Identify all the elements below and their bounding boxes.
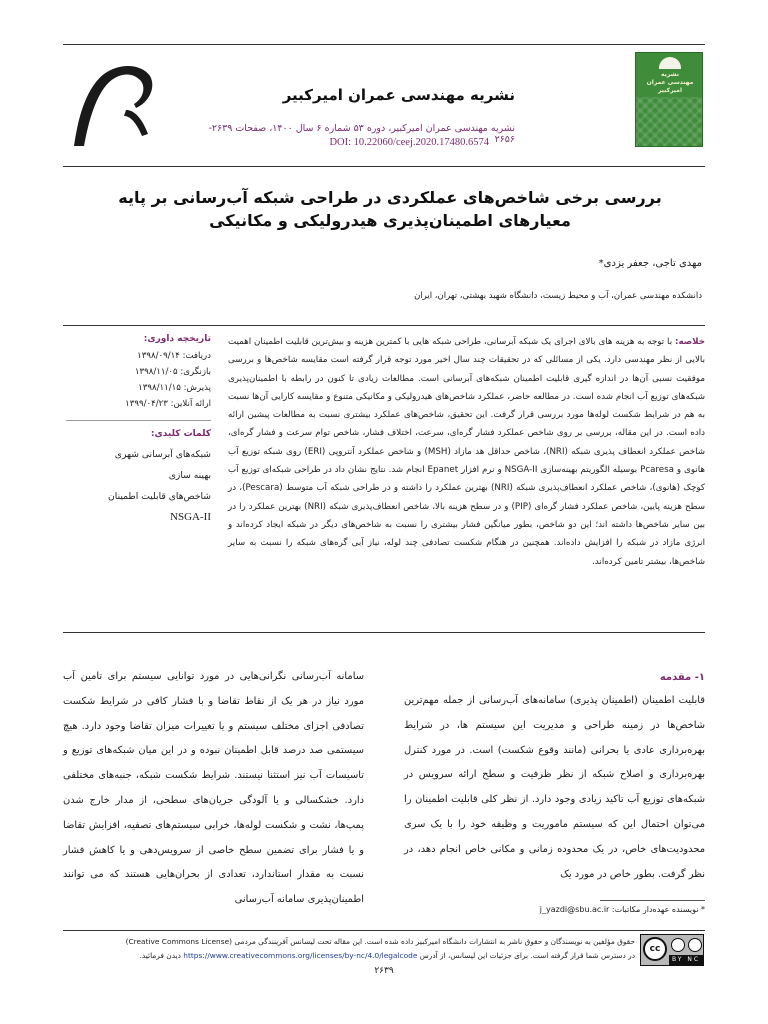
history-label: دریافت:: [182, 351, 211, 361]
corresponding-author: * نویسنده عهده‌دار مکاتبات: j_yazdi@sbu.ac.ir: [539, 905, 705, 914]
abstract-text: با توجه به هزینه های بالای اجرای یک شبکه آبرسانی، طراحی شبکه هایی با کمترین هزینه و بیش‌ترین قابلیت اطمینان اهمیت بالایی از نظر مهندسی دارد. یکی از مسائلی که در تحقیقات چند سال اخیر مورد توجه قرار گرفته است مقایسه شاخص‌ها و بررسی موفقیت نسبی آن‌ها در اندازه گیری قابلیت اطمینان شبکه‌های آبرسانی است. مطالعات زیادی تا کنون در رابطه با اطمینان‌پذیری شبکه‌های توزیع آب انجام شده است. در مطالعه حاضر، عملکرد شاخص‌های هیدرولیکی و مکانیکی متنوع و مقایسه کارایی آن‌ها نسبت به هم در شرایط شکست لوله‌ها مورد بررسی قرار گرفت. این تحقیق، شاخص‌های عملکرد بیشتری نسبت به مطالعات پیشین ارائه داده است. در این مقاله، بررسی بر روی شاخص عملکرد فشار گره‌ای، سرعت، اختلاف فشار، شاخص توام سرعت و فشار گره‌ای، شاخص عملکرد انعطاف پذیری شبکه (NRI)، شاخص حداقل هد مازاد (MSH) و شاخص عملکرد آنتروپی (ERI) روی شبکه توزیع آب هانوی و Pcaresa بوسیله الگوریتم بهینه‌سازی NSGA-II و نرم افزار Epanet انجام شد. نتایج نشان داد در طراحی شبکه‌ای توزیع آب کوچک (هانوی)، شاخص عملکرد انعطاف‌پذیری شبکه (NRI) بهترین عملکرد را داشته و در طراحی شبکه آب متوسط (Pescara)، در سطح هزینه پایین، شاخص عملکرد فشار گره‌ای (PIP) و در سطح هزینه بالا، شاخص انعطاف‌پذیری شبکه (NRI) بهترین عملکرد را در بین سایر شاخص‌ها داشته اند؛ این دو شاخص، بطور میانگین فشار بیشتری را نسبت به شاخص‌های دیگر در شبکه ایجاد کرده‌اند و انرژی مازاد در شبکه را افزایش داده‌اند. همچنین در هنگام شکست تصادفی چند لوله، نیاز آبی گره‌های شبکه را نسبت به سایر شاخص‌ها، بیشتر تامین کرده‌اند.: [228, 337, 706, 567]
authors: مهدی تاجی، جعفر یزدی*: [598, 258, 702, 269]
footer-rule: [63, 930, 705, 931]
license-text-b: دیدن فرمائید.: [139, 951, 181, 960]
body-right-column: قابلیت اطمینان (اطمینان پذیری) سامانه‌های آب‌رسانی از جمله مهم‌ترین شاخص‌ها در زمینه طراحی و مدیریت این سیستم ها، در شرایط بهره‌برداری عادی یا بحرانی (مانند وقوع شکست) است. در مورد کنترل بهره‌برداری و اصلاح شبکه از نظر ظرفیت و سطح ارائه سرویس در شبکه‌های توزیع آب تاکید زیادی وجود دارد. از نظر کلی قابلیت اطمینان را می‌توان احتمال این که سیستم ماموریت و وظیفه خود را با یک سری محدودیت‌های خاص، در یک محدوده زمانی و مکانی خاص انجام دهد، در نظر گرفت. بطور خاص در مورد یک: [404, 695, 705, 880]
history-date: ۱۳۹۹/۰۴/۲۳: [125, 399, 168, 409]
affiliation: دانشکده مهندسی عمران، آب و محیط زیست، دانشگاه شهید بهشتی، تهران، ایران: [414, 291, 702, 301]
body-left-column: سامانه آب‌رسانی نگرانی‌هایی در مورد توانایی سیستم برای تامین آب مورد نیاز در هر یک از نقاط تقاضا و با فشار کافی در شرایط شکست تصادفی اجزای مختلف سیستم و یا تغییرات میزان تقاضا وجود دارد. هیچ سیستمی صد درصد قابل اطمینان نبوده و در این میان شبکه‌های توزیع و تاسیسات آب نیز استثنا نیستند. شرایط شکست شبکه، جنبه‌های مختلفی دارد. خشکسالی و یا آلودگی جریان‌های سطحی، از مدار خارج شدن پمپ‌ها، نشت و شکست لوله‌ها، خرابی سیستم‌های تصفیه، افزایش تقاضا و یا فشار برای تضمین سطح خاصی از سرویس‌دهی و یا کاهش فشار نسبت به مقدار استاندارد، تعدادی از بحران‌هایی هستند که می توانند اطمینان‌پذیری سامانه آب‌رسانی: [63, 671, 364, 906]
abstract-bottom-rule: [63, 632, 705, 633]
keyword-item: شبکه‌های آبرسانی شهری: [114, 449, 211, 460]
section-heading-introduction: ۱- مقدمه: [659, 672, 705, 683]
keyword-item: شاخص‌های قابلیت اطمینان: [108, 491, 211, 502]
history-heading: تاریخچه داوری:: [143, 334, 211, 344]
footnote-rule: [600, 900, 705, 901]
noncommercial-icon: [688, 938, 702, 952]
history-received: [66, 351, 211, 361]
history-revised: [66, 367, 211, 377]
history-online: [66, 399, 211, 409]
page-number: ۲۶۳۹: [374, 966, 394, 976]
doi-link[interactable]: DOI: 10.22060/ceej.2020.17480.6574: [329, 137, 489, 148]
cc-icon: cc: [643, 937, 667, 961]
license-link[interactable]: https://www.creativecommons.org/licenses/by-nc/4.0/legalcode: [183, 951, 418, 960]
history-accepted: [66, 383, 211, 393]
cover-pattern: [636, 97, 703, 147]
history-label: پذیرش:: [183, 383, 211, 393]
cover-emblem-icon: [659, 57, 681, 69]
cover-line-3: امیرکبیر: [657, 87, 683, 94]
abstract-top-rule: [63, 325, 705, 326]
header-bottom-rule: [63, 166, 705, 167]
abstract: [228, 333, 705, 571]
keywords-heading: کلمات کلیدی:: [150, 429, 211, 439]
history-label: بازنگری:: [180, 367, 211, 377]
creative-commons-badge[interactable]: [640, 934, 704, 966]
top-rule: [63, 44, 705, 45]
history-label: ارائه آنلاین:: [170, 399, 211, 409]
history-date: ۱۳۹۸/۱۱/۰۵: [134, 367, 178, 377]
sidebar-divider: [66, 420, 211, 421]
license-text-a: در دسترس شما قرار گرفته است. برای جزئیات این لیسانس، از آدرس: [419, 951, 635, 960]
history-date: ۱۳۹۸/۰۹/۱۴: [137, 351, 180, 361]
keyword-item: بهینه سازی: [168, 470, 211, 481]
cc-license-strip: BY NC: [669, 955, 703, 965]
by-person-icon: [671, 938, 685, 952]
cover-line-2: مهندسی عمران: [646, 79, 694, 86]
journal-issue-info: نشریه مهندسی عمران امیرکبیر، دوره ۵۳ شماره ۶ سال ۱۴۰۰، صفحات ۲۶۳۹- ۲۶۵۶: [208, 123, 515, 145]
keyword-item: NSGA-II: [170, 511, 211, 523]
journal-title: نشریه مهندسی عمران امیرکبیر: [282, 86, 515, 104]
license-text-line-1: حقوق مؤلفین به نویسندگان و حقوق ناشر به انتشارات دانشگاه امیرکبیر داده شده است. این مقاله تحت لیسانس آفرینندگی مردمی (Creative Commons License): [125, 937, 635, 946]
amirkabir-logo-icon: [64, 58, 158, 150]
journal-cover-image: [635, 52, 703, 147]
history-date: ۱۳۹۸/۱۱/۱۵: [138, 383, 181, 393]
cover-line-1: نشریه: [661, 71, 679, 78]
license-text-line-2: [65, 951, 635, 960]
article-title: بررسی برخی شاخص‌های عملکردی در طراحی شبکه آب‌رسانی بر پایه معیارهای اطمینان‌پذیری هیدرولیکی و مکانیکی: [118, 188, 662, 230]
abstract-label: خلاصه:: [675, 337, 705, 347]
